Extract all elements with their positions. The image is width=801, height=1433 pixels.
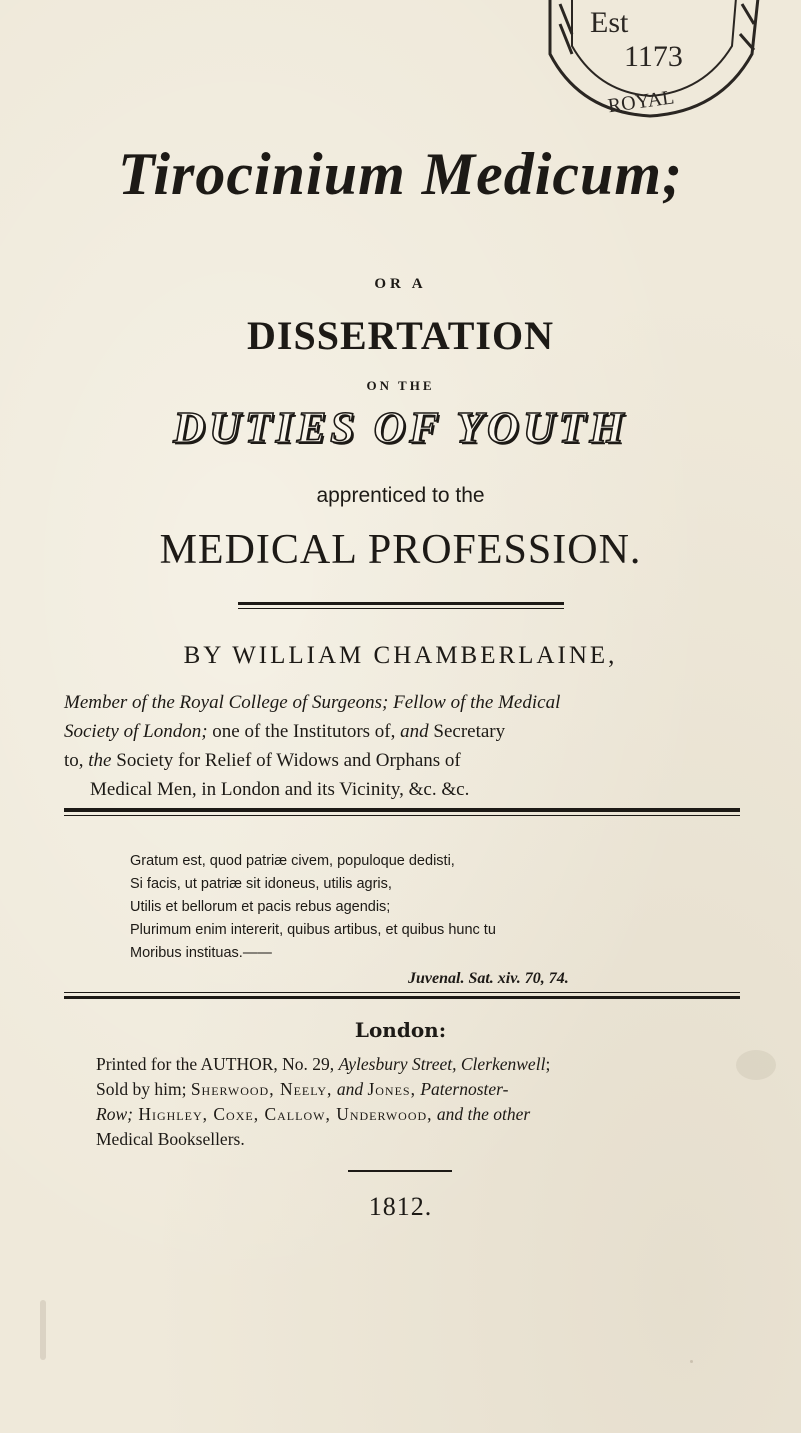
credentials-line: Society of London; one of the Institutors of, and Secretary [64,721,506,742]
epigraph-line: Plurimum enim intererit, quibus artibus, et quibus hunc tu [130,922,496,938]
subtitle-apprenticed: apprenticed to the [316,484,485,507]
epigraph-line: Si facis, ut patriæ sit idoneus, utilis agris, [130,876,392,892]
credentials-line: to, the Society for Relief of Widows and Orphans of [64,750,461,771]
credentials-line: Medical Men, in London and its Vicinity, &c. &c. [90,779,470,800]
author-byline: BY WILLIAM CHAMBERLAINE, [183,642,618,669]
epigraph-line: Moribus instituas.—— [130,945,272,961]
credentials-line: Member of the Royal College of Surgeons; Fellow of the Medical [64,692,561,713]
subtitle-dissertation: DISSERTATION [247,313,554,358]
imprint-line: Row; Highley, Coxe, Callow, Underwood, and the other [96,1104,531,1124]
epigraph-line: Gratum est, quod patriæ civem, populoque dedisti, [130,853,455,869]
subtitle-duties: DUTIES OF YOUTH [173,403,628,452]
imprint-place: London: [354,1018,447,1042]
stamp-number: 1173 [624,40,683,73]
author-credentials [64,688,754,804]
imprint-line: Medical Booksellers. [96,1129,245,1149]
divider-rule [64,815,740,816]
paper-speck [690,1360,693,1363]
divider-rule [238,602,564,605]
imprint-line: Printed for the AUTHOR, No. 29, Aylesbury Street, Clerkenwell; [96,1054,551,1074]
paper-speck [736,1050,776,1080]
subtitle-profession: MEDICAL PROFESSION. [159,527,642,573]
epigraph-line: Utilis et bellorum et pacis rebus agendis; [130,899,391,915]
divider-rule [64,996,740,999]
stamp-bottom-text: ROYAL [606,86,676,118]
subtitle-or-a: OR A [374,276,427,292]
library-stamp-icon [520,0,770,124]
divider-rule [238,608,564,609]
epigraph [130,850,569,990]
subtitle-on-the: ON THE [366,378,435,393]
epigraph-attribution: Juvenal. Sat. xiv. 70, 74. [408,970,569,987]
divider-rule [348,1170,452,1172]
imprint-line: Sold by him; Sherwood, Neely, and Jones, Paternoster- [96,1079,509,1099]
divider-rule [64,992,740,993]
book-title: Tirocinium Medicum; [117,141,684,207]
publication-year: 1812. [368,1192,433,1221]
paper-speck [40,1300,46,1360]
imprint [96,1052,550,1152]
stamp-arc-text: Est [590,6,629,39]
divider-rule [64,808,740,812]
